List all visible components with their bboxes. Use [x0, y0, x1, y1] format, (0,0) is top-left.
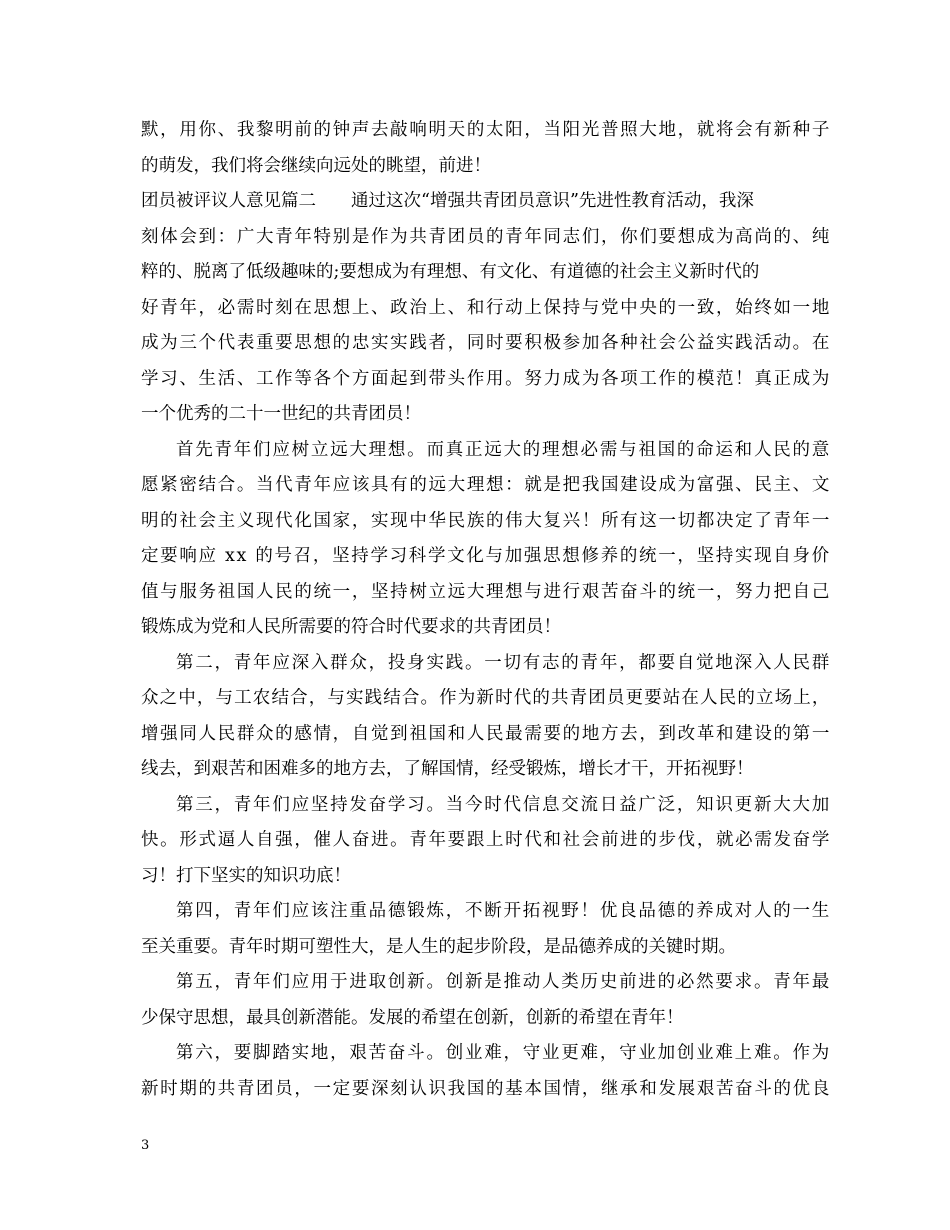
text-line: 增强同人民群众的感情，自觉到祖国和人民最需要的地方去，到改革和建设的第一: [141, 723, 831, 744]
body-text: [141, 113, 831, 1107]
text-line: 成为三个代表重要思想的忠实实践者，同时要积极参加各种社会公益实践活动。在: [141, 333, 831, 353]
text-line: 第二，青年应深入群众，投身实践。一切有志的青年，都要自觉地深入人民群: [176, 652, 831, 673]
text-line: 的萌发，我们将会继续向远处的眺望，前进！: [141, 155, 491, 176]
text-line: 习！打下坚实的知识功底！: [141, 865, 351, 886]
text-line: 定要响应 xx 的号召，坚持学习科学文化与加强思想修养的统一，坚持实现自身价: [141, 546, 831, 566]
text-line: 第三，青年们应坚持发奋学习。当今时代信息交流日益广泛，知识更新大大加: [176, 794, 831, 815]
text-line: 值与服务祖国人民的统一，坚持树立远大理想与进行艰苦奋斗的统一，努力把自己: [141, 581, 831, 602]
text-line: 第四，青年们应该注重品德锻炼，不断开拓视野！优良品德的养成对人的一生: [176, 901, 831, 921]
text-line: 一个优秀的二十一世纪的共青团员！: [141, 404, 421, 424]
text-line: 至关重要。青年时期可塑性大，是人生的起步阶段，是品德养成的关键时期。: [141, 936, 736, 957]
text-line: 明的社会主义现代化国家，实现中华民族的伟大复兴！所有这一切都决定了青年一: [141, 510, 831, 531]
text-line: 粹的、脱离了低级趣味的;要想成为有理想、有文化、有道德的社会主义新时代的: [141, 262, 760, 282]
text-line: 好青年，必需时刻在思想上、政治上、和行动上保持与党中央的一致，始终如一地: [141, 297, 831, 318]
text-line: 刻体会到：广大青年特别是作为共青团员的青年同志们，你们要想成为高尚的、纯: [141, 226, 831, 247]
page-number: 3: [141, 1138, 150, 1153]
text-line: 线去，到艰苦和困难多的地方去，了解国情，经受锻炼，增长才干，开拓视野！: [141, 759, 754, 779]
text-line: 锻炼成为党和人民所需要的符合时代要求的共青团员！: [141, 617, 561, 637]
text-line: 众之中，与工农结合，与实践结合。作为新时代的共青团员更要站在人民的立场上，: [141, 688, 831, 708]
text-line: 学习、生活、工作等各个方面起到带头作用。努力成为各项工作的模范！真正成为: [141, 368, 831, 389]
text-line: 少保守思想，最具创新潜能。发展的希望在创新，创新的希望在青年！: [141, 1007, 684, 1028]
text-line: 愿紧密结合。当代青年应该具有的远大理想：就是把我国建设成为富强、民主、文: [141, 475, 831, 495]
text-line: 新时期的共青团员，一定要深刻认识我国的基本国情，继承和发展艰苦奋斗的优良: [141, 1078, 831, 1099]
text-line: 默，用你、我黎明前的钟声去敲响明天的太阳，当阳光普照大地，就将会有新种子: [141, 120, 831, 140]
text-line: 团员被评议人意见篇二 通过这次“增强共青团员意识”先进性教育活动，我深: [141, 191, 754, 211]
text-line: 第六，要脚踏实地，艰苦奋斗。创业难，守业更难，守业加创业难上难。作为: [176, 1043, 831, 1063]
text-line: 快。形式逼人自强，催人奋进。青年要跟上时代和社会前进的步伐，就必需发奋学: [141, 830, 831, 850]
text-line: 首先青年们应树立远大理想。而真正远大的理想必需与祖国的命运和人民的意: [176, 439, 831, 460]
text-line: 第五，青年们应用于进取创新。创新是推动人类历史前进的必然要求。青年最: [176, 972, 831, 992]
